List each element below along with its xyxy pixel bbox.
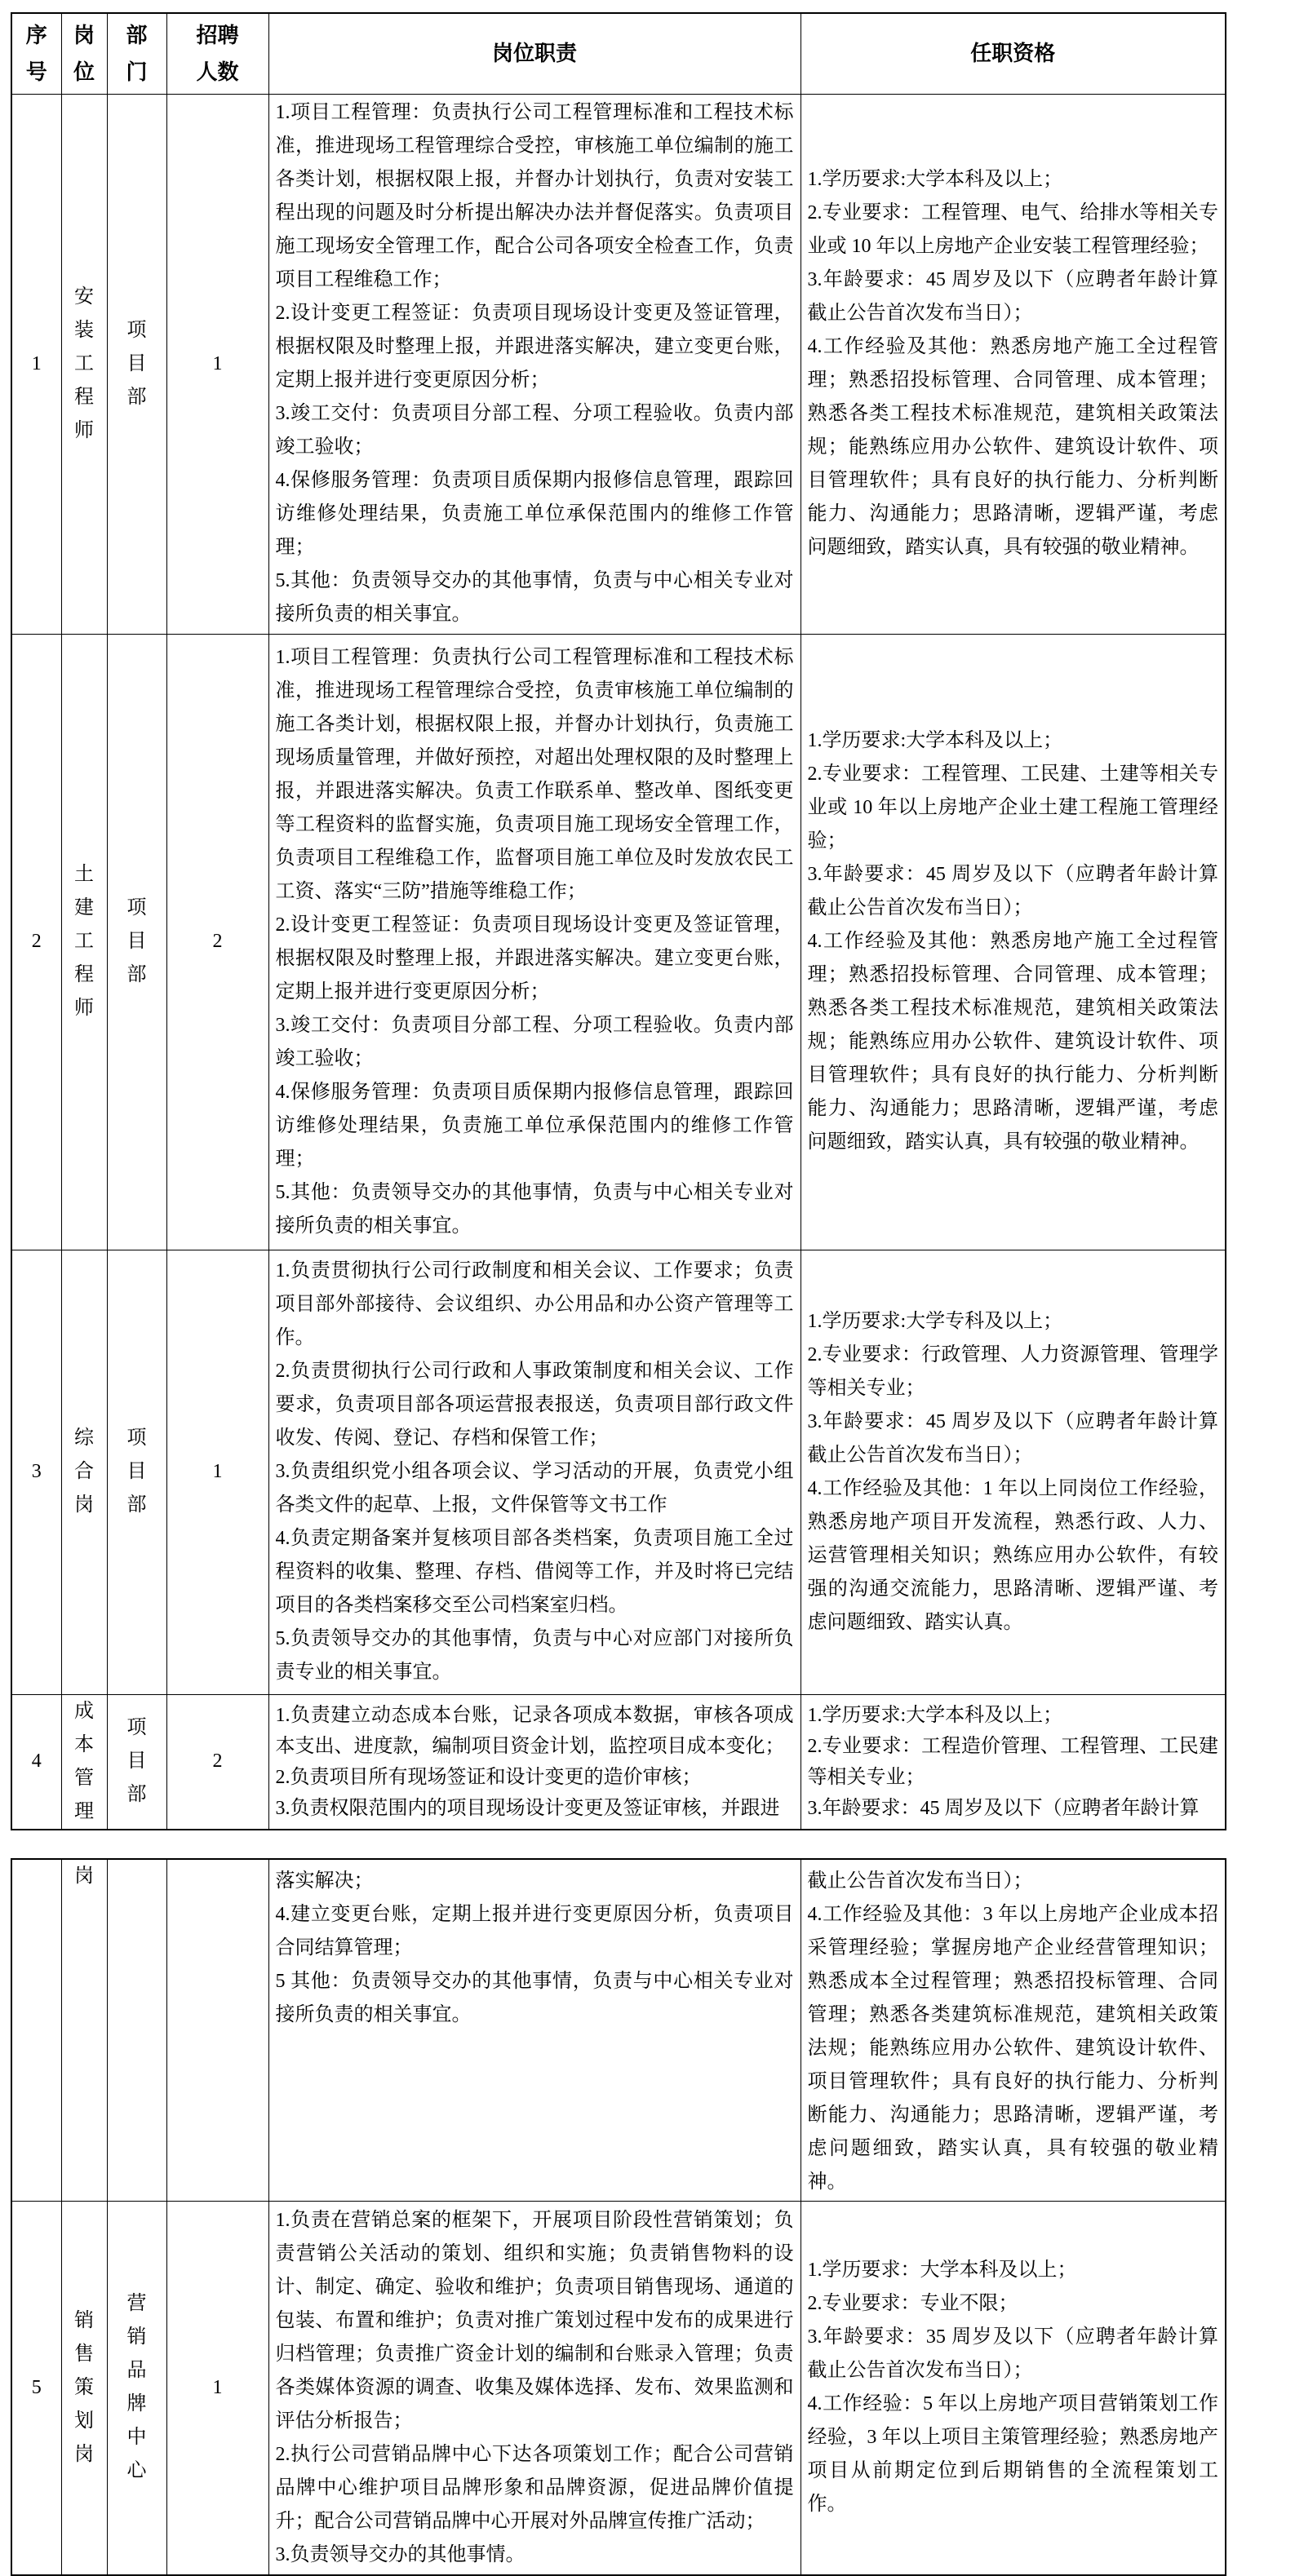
cell-department (107, 1694, 166, 1830)
qualifications-text: 1.学历要求:大学本科及以上； 2.专业要求：工程造价管理、工程管理、工民建等相关专业； 3.年龄要求：45 周岁及以下（应聘者年龄计算 (801, 1698, 1226, 1826)
cell-duties (268, 1859, 801, 2202)
duties-text: 1.负责建立动态成本台账，记录各项成本数据，审核各项成本支出、进度款，编制项目资金计划，监控项目成本变化； 2.负责项目所有现场签证和设计变更的造价审核； 3.负责权限范围内的项目现场设计变更及签证审核，并跟进 (269, 1698, 801, 1826)
qualifications-text: 1.学历要求:大学本科及以上； 2.专业要求：工程管理、工民建、土建等相关专业或 10 年以上房地产企业土建工程施工管理经验； 3.年龄要求：45 周岁及以下（应聘者年龄计算截止公告首次发布当日）； 4.工作经验及其他：熟悉房地产施工全过程管理；熟悉招投标管理、合同管理、成本管理；熟悉各类工程技术标准规范，建筑相关政策法规；能熟练应用办公软件、建筑设计软件、项目管理软件；具有良好的执行能力、分析判断能力、沟通能力；思路清晰，逻辑严谨，考虑问题细致，踏实认真，具有较强的敬业精神。 (801, 723, 1226, 1161)
cell-department (107, 1859, 166, 2202)
cell-department (107, 94, 166, 634)
header-qualifications (801, 13, 1226, 94)
row-index: 3 (12, 1455, 61, 1489)
document-page (0, 12, 1295, 2576)
headcount-value: 1 (167, 347, 268, 381)
header-index-label: 序号 (24, 17, 50, 91)
position-name: 综合岗 (73, 1422, 95, 1522)
position-name: 土建工程师 (73, 858, 95, 1025)
headcount-value: 2 (167, 925, 268, 958)
page-break-gap (0, 1830, 1295, 1858)
header-department (107, 13, 166, 94)
header-department-label: 部门 (124, 17, 150, 91)
header-index (11, 13, 61, 94)
cell-index (11, 2201, 61, 2575)
cell-department (107, 2201, 166, 2575)
cell-position (61, 1250, 107, 1694)
cell-position (61, 2201, 107, 2575)
cell-duties (268, 1694, 801, 1830)
duties-text: 1.负责在营销总案的框架下，开展项目阶段性营销策划；负责营销公关活动的策划、组织和实施；负责销售物料的设计、制定、确定、验收和维护；负责项目销售现场、通道的包装、布置和维护；负责对推广策划过程中发布的成果进行归档管理；负责推广资金计划的编制和台账录入管理；负责各类媒体资源的调查、收集及媒体选择、发布、效果监测和评估分析报告； 2.执行公司营销品牌中心下达各项策划工作；配合公司营销品牌中心维护项目品牌形象和品牌资源，促进品牌价值提升；配合公司营销品牌中心开展对外品牌宣传推广活动； 3.负责领导交办的其他事情。 (269, 2202, 801, 2574)
row-index: 5 (12, 2371, 61, 2405)
cell-position (61, 634, 107, 1250)
cell-index (11, 1250, 61, 1694)
table-header-row (11, 13, 1226, 94)
qualifications-text: 1.学历要求:大学本科及以上； 2.专业要求：工程管理、电气、给排水等相关专业或 10 年以上房地产企业安装工程管理经验； 3.年龄要求：45 周岁及以下（应聘者年龄计算截止公告首次发布当日）； 4.工作经验及其他：熟悉房地产施工全过程管理；熟悉招投标管理、合同管理、成本管理；熟悉各类工程技术标准规范，建筑相关政策法规；能熟练应用办公软件、建筑设计软件、项目管理软件；具有良好的执行能力、分析判断能力、沟通能力；思路清晰，逻辑严谨，考虑问题细致，踏实认真，具有较强的敬业精神。 (801, 162, 1226, 566)
cell-qualifications (801, 634, 1226, 1250)
cell-index (11, 1859, 61, 2202)
header-headcount (166, 13, 268, 94)
position-name: 销售策划岗 (73, 2304, 95, 2472)
cell-headcount (166, 94, 268, 634)
cell-department (107, 634, 166, 1250)
cell-qualifications (801, 1694, 1226, 1830)
table-row-civil-engineer (11, 634, 1226, 1250)
headcount-value: 1 (167, 2371, 268, 2405)
department-name: 项目部 (126, 1422, 148, 1522)
header-position-label: 岗位 (71, 17, 97, 91)
header-position (61, 13, 107, 94)
row-index: 2 (12, 925, 61, 958)
headcount-value: 1 (167, 1455, 268, 1489)
header-duties-label: 岗位职责 (492, 42, 577, 65)
header-headcount-label: 招聘人数 (192, 17, 244, 91)
department-name: 项目部 (126, 892, 148, 992)
duties-text: 落实解决； 4.建立变更台账，定期上报并进行变更原因分析，负责项目合同结算管理； 5 其他：负责领导交办的其他事情，负责与中心相关专业对接所负责的相关事宜。 (269, 1860, 801, 2034)
qualifications-text: 1.学历要求:大学专科及以上； 2.专业要求：行政管理、人力资源管理、管理学等相关专业； 3.年龄要求：45 周岁及以下（应聘者年龄计算截止公告首次发布当日）； 4.工作经验及其他：1 年以上同岗位工作经验，熟悉房地产项目开发流程，熟悉行政、人力、运营管理相关知识；熟练应用办公软件，有较强的沟通交流能力，思路清晰、逻辑严谨、考虑问题细致、踏实认真。 (801, 1303, 1226, 1641)
cell-headcount (166, 1859, 268, 2202)
table-row-general-affairs (11, 1250, 1226, 1694)
table-row-cost-management-part1 (11, 1694, 1226, 1830)
cell-duties (268, 2201, 801, 2575)
table-row-installation-engineer (11, 94, 1226, 634)
cell-index (11, 94, 61, 634)
cell-headcount (166, 2201, 268, 2575)
department-name: 项目部 (126, 1711, 148, 1812)
cell-headcount (166, 1250, 268, 1694)
department-name: 营销品牌中心 (126, 2287, 148, 2488)
qualifications-text: 截止公告首次发布当日）； 4.工作经验及其他：3 年以上房地产企业成本招采管理经验；掌握房地产企业经营管理知识；熟悉成本全过程管理；熟悉招投标管理、合同管理；熟悉各类建筑标准规范，建筑相关政策法规；能熟练应用办公软件、建筑设计软件、项目管理软件；具有良好的执行能力、分析判断能力、沟通能力；思路清晰，逻辑严谨，考虑问题细致，踏实认真，具有较强的敬业精神。 (801, 1860, 1226, 2201)
header-qualifications-label: 任职资格 (970, 42, 1055, 65)
duties-text: 1.项目工程管理：负责执行公司工程管理标准和工程技术标准，推进现场工程管理综合受控，负责审核施工单位编制的施工各类计划，根据权限上报，并督办计划执行，负责施工现场质量管理，并做好预控，对超出处理权限的及时整理上报，并跟进落实解决。负责工作联系单、整改单、图纸变更等工程资料的监督实施，负责项目施工现场安全管理工作，负责项目工程维稳工作，监督项目施工单位及时发放农民工工资、落实“三防”措施等维稳工作； 2.设计变更工程签证：负责项目现场设计变更及签证管理，根据权限及时整理上报，并跟进落实解决。建立变更台账，定期上报并进行变更原因分析； 3.竣工交付：负责项目分部工程、分项工程验收。负责内部竣工验收； 4.保修服务管理：负责项目质保期内报修信息管理，跟踪回访维修处理结果，负责施工单位承保范围内的维修工作管理； 5.其他：负责领导交办的其他事情，负责与中心相关专业对接所负责的相关事宜。 (269, 640, 801, 1245)
cell-headcount (166, 1694, 268, 1830)
cell-duties (268, 1250, 801, 1694)
cell-qualifications (801, 2201, 1226, 2575)
table-row-cost-management-part2 (11, 1859, 1226, 2202)
position-name: 安装工程师 (73, 281, 95, 448)
cell-department (107, 1250, 166, 1694)
cell-qualifications (801, 1859, 1226, 2202)
cell-index (11, 634, 61, 1250)
cell-duties (268, 634, 801, 1250)
cell-position (61, 1694, 107, 1830)
row-index: 4 (12, 1745, 61, 1778)
position-name: 岗 (73, 1860, 95, 1893)
row-index: 1 (12, 347, 61, 381)
headcount-value: 2 (167, 1745, 268, 1778)
cell-headcount (166, 634, 268, 1250)
cell-position (61, 94, 107, 634)
table-row-sales-planning (11, 2201, 1226, 2575)
cell-duties (268, 94, 801, 634)
duties-text: 1.项目工程管理：负责执行公司工程管理标准和工程技术标准，推进现场工程管理综合受控，审核施工单位编制的施工各类计划，根据权限上报，并督办计划执行，负责对安装工程出现的问题及时分析提出解决办法并督促落实。负责项目施工现场安全管理工作，配合公司各项安全检查工作，负责项目工程维稳工作； 2.设计变更工程签证：负责项目现场设计变更及签证管理，根据权限及时整理上报，并跟进落实解决，建立变更台账，定期上报并进行变更原因分析； 3.竣工交付：负责项目分部工程、分项工程验收。负责内部竣工验收； 4.保修服务管理：负责项目质保期内报修信息管理，跟踪回访维修处理结果，负责施工单位承保范围内的维修工作管理； 5.其他：负责领导交办的其他事情，负责与中心相关专业对接所负责的相关事宜。 (269, 95, 801, 633)
cell-qualifications (801, 94, 1226, 634)
department-name: 项目部 (126, 314, 148, 414)
cell-index (11, 1694, 61, 1830)
duties-text: 1.负责贯彻执行公司行政制度和相关会议、工作要求；负责项目部外部接待、会议组织、办公用品和办公资产管理等工作。 2.负责贯彻执行公司行政和人事政策制度和相关会议、工作要求，负责项目部各项运营报表报送，负责项目部行政文件收发、传阅、登记、存档和保管工作； 3.负责组织党小组各项会议、学习活动的开展，负责党小组各类文件的起草、上报，文件保管等文书工作 4.负责定期备案并复核项目部各类档案，负责项目施工全过程资料的收集、整理、存档、借阅等工作，并及时将已完结项目的各类档案移交至公司档案室归档。 5.负责领导交办的其他事情，负责与中心对应部门对接所负责专业的相关事宜。 (269, 1253, 801, 1691)
position-name: 成本管理 (73, 1695, 95, 1829)
header-duties (268, 13, 801, 94)
cell-qualifications (801, 1250, 1226, 1694)
qualifications-text: 1.学历要求：大学本科及以上； 2.专业要求：专业不限； 3.年龄要求：35 周岁及以下（应聘者年龄计算截止公告首次发布当日）； 4.工作经验：5 年以上房地产项目营销策划工作经验，3 年以上项目主策管理经验；熟悉房地产项目从前期定位到后期销售的全流程策划工作。 (801, 2252, 1226, 2523)
recruitment-table-page-2 (11, 1858, 1226, 2576)
cell-position (61, 1859, 107, 2202)
recruitment-table-page-1 (11, 12, 1226, 1830)
